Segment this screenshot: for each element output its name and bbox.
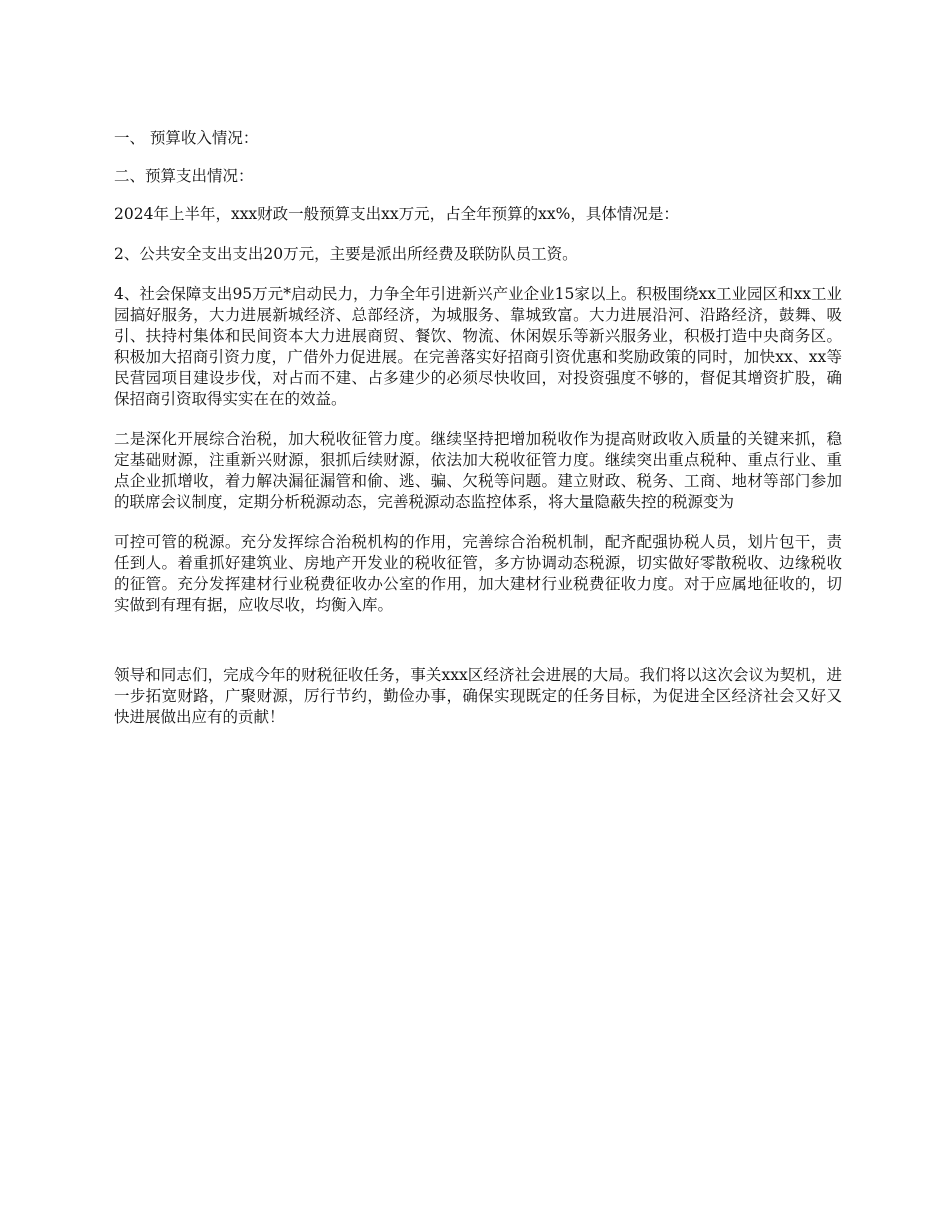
- paragraph-tax-collection-1: 二是深化开展综合治税，加大税收征管力度。继续坚持把增加税收作为提高财政收入质量的关键来抓，稳定基础财源，注重新兴财源，狠抓后续财源，依法加大税收征管力度。继续突出重点税种、重点行业、重点企业抓增收，着力解决漏征漏管和偷、逃、骗、欠税等问题。建立财政、税务、工商、地材等部门参加的联席会议制度，定期分析税源动态，完善税源动态监控体系，将大量隐蔽失控的税源变为: [114, 430, 842, 511]
- paragraph-social-security: 4、社会保障支出95万元*启动民力，力争全年引进新兴产业企业15家以上。积极围绕xx工业园区和xx工业园搞好服务，大力进展新城经济、总部经济，为城服务、靠城致富。大力进展沿河、沿路经济，鼓舞、吸引、扶持村集体和民间资本大力进展商贸、餐饮、物流、休闲娱乐等新兴服务业，积极打造中央商务区。积极加大招商引资力度，广借外力促进展。在完善落实好招商引资优惠和奖励政策的同时，加快xx、xx等民营园项目建设步伐，对占而不建、占多建少的必须尽快收回，对投资强度不够的，督促其增资扩股，确保招商引资取得实实在在的效益。: [114, 285, 842, 408]
- heading-income: 一、 预算收入情况：: [114, 129, 259, 147]
- paragraph-tax-collection-2: 可控可管的税源。充分发挥综合治税机构的作用，完善综合治税机制，配齐配强协税人员，划片包干，责任到人。着重抓好建筑业、房地产开发业的税收征管，多方协调动态税源，切实做好零散税收、边缘税收的征管。充分发挥建材行业税费征收办公室的作用，加大建材行业税费征收力度。对于应属地征收的，切实做到有理有据，应收尽收，均衡入库。: [114, 533, 842, 614]
- paragraph-public-safety: 2、公共安全支出支出20万元，主要是派出所经费及联防队员工资。: [114, 245, 578, 263]
- document-body: [114, 128, 842, 728]
- paragraph-closing: 领导和同志们，完成今年的财税征收任务，事关xxx区经济社会进展的大局。我们将以这次会议为契机，进一步拓宽财路，广聚财源，厉行节约，勤俭办事，确保实现既定的任务目标，为促进全区经济社会又好又快进展做出应有的贡献！: [114, 666, 842, 726]
- paragraph-summary: 2024年上半年，xxx财政一般预算支出xx万元，占全年预算的xx%，具体情况是：: [114, 205, 679, 223]
- heading-expense: 二、预算支出情况：: [114, 167, 254, 185]
